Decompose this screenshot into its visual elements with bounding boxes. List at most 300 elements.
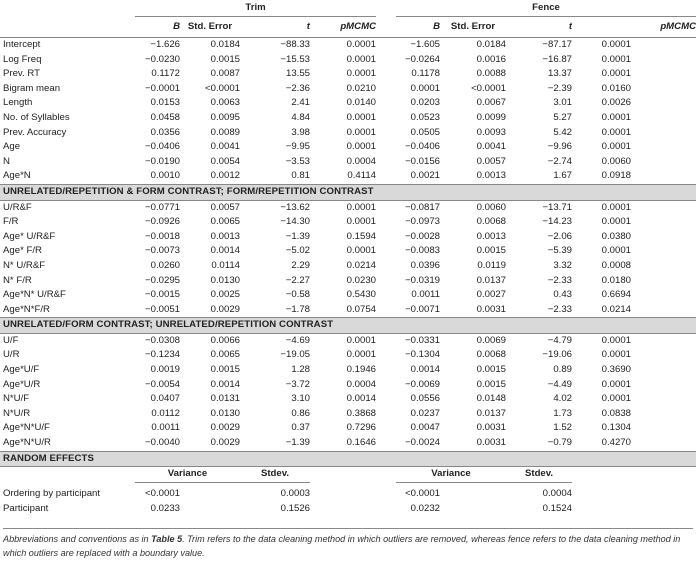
cell-p-trim: 0.0001 — [346, 349, 377, 361]
cell-p-fence: 0.0001 — [601, 349, 632, 361]
group-header-row — [0, 0, 696, 17]
section-heading: RANDOM EFFECTS — [0, 451, 696, 467]
cell-p-fence: 0.0001 — [601, 53, 632, 65]
row-label: Age* U/R&F — [3, 230, 56, 242]
cell-t-trim: 2.29 — [291, 259, 310, 271]
cell-b-fence: 0.0237 — [410, 407, 441, 419]
table-row — [0, 407, 696, 422]
cell-p-trim: 0.0001 — [346, 201, 377, 213]
cell-p-trim: 0.0001 — [346, 126, 377, 138]
section-1-body — [0, 200, 696, 318]
cell-se-fence: 0.0148 — [476, 393, 507, 405]
table-row — [0, 215, 696, 230]
cell-t-trim: −1.39 — [285, 437, 310, 449]
cell-b-trim: −0.0015 — [145, 289, 180, 301]
col-t-trim: t — [240, 17, 310, 38]
cell-p-fence: 0.0001 — [601, 216, 632, 228]
row-label: N*U/F — [3, 393, 30, 405]
cell-se-trim: 0.0063 — [210, 97, 240, 109]
group-trim-header: Trim — [135, 0, 376, 17]
row-label: Age*U/R — [3, 378, 41, 390]
cell-t-fence: −4.49 — [547, 378, 573, 390]
cell-p-fence: 0.0001 — [601, 201, 632, 213]
table-row — [0, 392, 696, 407]
cell-variance-trim: <0.0001 — [145, 488, 180, 500]
cell-b-fence: −0.0406 — [405, 141, 441, 153]
col-t-fence: t — [506, 17, 572, 38]
cell-p-fence: 0.0918 — [601, 170, 632, 182]
cell-b-fence: 0.0505 — [410, 126, 441, 138]
col-variance-fence: Variance — [396, 467, 506, 483]
table-row — [0, 436, 696, 451]
cell-t-fence: 1.73 — [553, 407, 573, 419]
cell-t-trim: −2.36 — [285, 82, 310, 94]
cell-se-trim: 0.0184 — [210, 39, 240, 50]
cell-p-trim: 0.0001 — [346, 141, 377, 153]
table-row — [0, 53, 696, 68]
table-row — [0, 111, 696, 126]
cell-t-trim: 3.10 — [291, 393, 310, 405]
col-p-fence: pMCMC — [572, 17, 696, 38]
cell-b-trim: 0.0260 — [150, 259, 180, 271]
table-row — [0, 303, 696, 318]
table-row — [0, 487, 696, 502]
group-fence-header: Fence — [396, 0, 696, 17]
cell-b-trim: 0.0112 — [151, 407, 180, 419]
row-label: Bigram mean — [3, 82, 61, 94]
cell-t-trim: −2.27 — [285, 274, 310, 286]
cell-b-trim: −0.0230 — [145, 53, 180, 65]
cell-t-trim: 0.86 — [291, 407, 310, 419]
cell-t-fence: −4.79 — [547, 334, 573, 346]
cell-p-fence: 0.0008 — [601, 259, 632, 271]
cell-se-fence: <0.0001 — [471, 82, 507, 94]
cell-p-trim: 0.0004 — [346, 378, 377, 390]
cell-t-fence: 0.43 — [553, 289, 573, 301]
cell-b-trim: −0.0040 — [145, 437, 180, 449]
row-label: U/R&F — [3, 201, 32, 213]
cell-variance-fence: 0.0232 — [410, 502, 441, 514]
cell-stdev-trim: 0.0003 — [280, 488, 310, 500]
cell-b-fence: −0.0264 — [405, 53, 441, 65]
col-variance-trim: Variance — [135, 467, 240, 483]
table-row — [0, 169, 696, 184]
table-row — [0, 363, 696, 378]
cell-se-trim: 0.0095 — [210, 111, 240, 123]
table-row — [0, 333, 696, 348]
row-label: Age* F/R — [3, 245, 42, 257]
row-label: N*U/R — [3, 407, 31, 419]
cell-p-trim: 0.0214 — [346, 259, 377, 271]
cell-t-trim: −88.33 — [280, 39, 310, 50]
cell-b-fence: −0.0331 — [405, 334, 441, 346]
cell-variance-trim: 0.0233 — [150, 502, 180, 514]
cell-se-fence: 0.0060 — [476, 201, 507, 213]
cell-se-trim: <0.0001 — [205, 82, 240, 94]
table-row — [0, 288, 696, 303]
cell-t-trim: −0.58 — [285, 289, 310, 301]
cell-se-fence: 0.0027 — [476, 289, 507, 301]
cell-variance-fence: <0.0001 — [405, 488, 441, 500]
cell-p-fence: 0.0001 — [601, 393, 632, 405]
col-b-trim: B — [135, 17, 180, 38]
cell-t-fence: −13.71 — [542, 201, 573, 213]
row-label: Prev. Accuracy — [3, 126, 67, 138]
table-row — [0, 230, 696, 245]
cell-p-trim: 0.0001 — [346, 216, 377, 228]
cell-se-fence: 0.0013 — [476, 230, 507, 242]
cell-b-fence: −0.0083 — [405, 245, 441, 257]
cell-t-trim: −9.95 — [285, 141, 310, 153]
cell-p-fence: 0.0001 — [601, 378, 632, 390]
cell-b-trim: −0.0406 — [145, 141, 180, 153]
cell-t-fence: −5.39 — [547, 245, 573, 257]
cell-t-fence: −19.06 — [542, 349, 573, 361]
cell-t-trim: −3.53 — [285, 155, 310, 167]
row-label: F/R — [3, 216, 19, 228]
col-se-fence: Std. Error — [440, 17, 506, 38]
cell-b-trim: −0.0771 — [145, 201, 180, 213]
cell-p-trim: 0.0001 — [346, 111, 377, 123]
cell-se-fence: 0.0057 — [476, 155, 507, 167]
cell-p-fence: 0.0380 — [601, 230, 632, 242]
cell-b-trim: 0.0011 — [151, 422, 180, 434]
row-label: Age*N* U/R&F — [3, 289, 66, 301]
cell-b-fence: 0.0021 — [410, 170, 441, 182]
col-stdev-fence: Stdev. — [506, 467, 572, 483]
col-p-trim: pMCMC — [310, 17, 376, 38]
cell-p-trim: 0.0001 — [346, 334, 377, 346]
cell-b-fence: −0.1304 — [405, 349, 441, 361]
cell-se-fence: 0.0068 — [476, 349, 507, 361]
cell-stdev-fence: 0.1524 — [542, 502, 573, 514]
cell-se-trim: 0.0066 — [210, 334, 240, 346]
cell-stdev-fence: 0.0004 — [542, 488, 573, 500]
cell-t-trim: −5.02 — [285, 245, 310, 257]
table-row — [0, 378, 696, 393]
cell-p-fence: 0.0001 — [601, 141, 632, 153]
cell-p-trim: 0.0001 — [346, 39, 377, 50]
cell-p-trim: 0.5430 — [346, 289, 377, 301]
row-label: N* F/R — [3, 274, 32, 286]
section-3 — [0, 451, 696, 487]
cell-p-trim: 0.1646 — [346, 437, 377, 449]
cell-t-fence: −14.23 — [542, 216, 573, 228]
cell-t-trim: 4.84 — [291, 111, 310, 123]
cell-se-trim: 0.0089 — [210, 126, 240, 138]
cell-se-fence: 0.0119 — [477, 259, 507, 271]
section-2-body — [0, 333, 696, 451]
cell-t-fence: −9.96 — [547, 141, 573, 153]
cell-t-fence: 3.01 — [553, 97, 573, 109]
cell-t-fence: −2.74 — [547, 155, 573, 167]
table-row — [0, 421, 696, 436]
cell-p-trim: 0.4114 — [347, 170, 377, 182]
cell-se-fence: 0.0041 — [476, 141, 507, 153]
cell-p-trim: 0.3868 — [346, 407, 377, 419]
row-label: Participant — [3, 502, 49, 514]
cell-p-fence: 0.0214 — [601, 303, 632, 315]
fixed-effects-body — [0, 38, 696, 185]
cell-b-trim: 0.1172 — [151, 68, 180, 80]
cell-se-trim: 0.0130 — [210, 407, 240, 419]
cell-p-fence: 0.4270 — [601, 437, 632, 449]
cell-b-fence: −0.0028 — [405, 230, 441, 242]
cell-p-trim: 0.1594 — [346, 230, 377, 242]
cell-b-trim: −0.0308 — [145, 334, 180, 346]
row-label: N — [3, 155, 10, 167]
row-label: Age — [3, 141, 21, 153]
cell-p-fence: 0.0026 — [601, 97, 632, 109]
cell-b-fence: 0.1178 — [411, 68, 441, 80]
cell-b-fence: −0.0071 — [405, 303, 441, 315]
cell-b-fence: −0.0319 — [405, 274, 441, 286]
table-row — [0, 259, 696, 274]
cell-b-trim: 0.0407 — [150, 393, 180, 405]
cell-se-fence: 0.0031 — [476, 303, 507, 315]
cell-t-fence: −16.87 — [542, 53, 573, 65]
cell-b-trim: −1.626 — [150, 39, 180, 50]
cell-se-fence: 0.0031 — [476, 422, 507, 434]
cell-se-fence: 0.0069 — [476, 334, 507, 346]
table-row — [0, 96, 696, 111]
cell-t-trim: −19.05 — [280, 349, 310, 361]
cell-se-fence: 0.0093 — [476, 126, 507, 138]
cell-se-trim: 0.0014 — [210, 245, 240, 257]
cell-b-fence: 0.0523 — [410, 111, 441, 123]
cell-b-fence: −0.0156 — [405, 155, 441, 167]
cell-t-fence: 3.32 — [553, 259, 573, 271]
cell-b-fence: 0.0011 — [411, 289, 441, 301]
row-label: U/F — [3, 334, 19, 346]
cell-p-trim: 0.1946 — [346, 364, 377, 376]
cell-b-fence: 0.0556 — [410, 393, 441, 405]
cell-t-trim: 2.41 — [291, 97, 310, 109]
col-stdev-trim: Stdev. — [240, 467, 310, 483]
cell-p-fence: 0.0160 — [601, 82, 632, 94]
cell-se-fence: 0.0088 — [476, 68, 507, 80]
random-effects-body — [0, 487, 696, 516]
table-footnote: Abbreviations and conventions as in Table 5. Trim refers to the data cleaning method in which outliers are removed, whereas fence refers to the data cleaning method in which outliers are replaced with a boundary value. — [3, 528, 693, 560]
section-heading: UNRELATED/FORM CONTRAST; UNRELATED/REPETITION CONTRAST — [0, 318, 696, 334]
cell-t-trim: −4.69 — [285, 334, 310, 346]
cell-t-fence: −0.79 — [547, 437, 573, 449]
cell-t-fence: 4.02 — [553, 393, 573, 405]
cell-t-fence: 13.37 — [548, 68, 573, 80]
row-label: Age*N*U/F — [3, 422, 50, 434]
cell-t-fence: −2.39 — [547, 82, 573, 94]
cell-se-trim: 0.0065 — [210, 216, 240, 228]
row-label: N* U/R&F — [3, 259, 46, 271]
row-label: No. of Syllables — [3, 111, 70, 123]
cell-se-trim: 0.0131 — [210, 393, 240, 405]
cell-t-trim: −15.53 — [280, 53, 310, 65]
col-b-fence: B — [396, 17, 440, 38]
table-row — [0, 200, 696, 215]
cell-se-trim: 0.0012 — [210, 170, 240, 182]
cell-b-trim: −0.0054 — [145, 378, 180, 390]
row-label: Age*N*U/R — [3, 437, 51, 449]
cell-se-trim: 0.0029 — [210, 303, 240, 315]
cell-t-fence: 0.89 — [553, 364, 573, 376]
cell-t-fence: 1.52 — [553, 422, 573, 434]
cell-t-trim: −14.30 — [280, 216, 310, 228]
table-row — [0, 274, 696, 289]
cell-b-fence: 0.0396 — [410, 259, 441, 271]
row-label: Intercept — [3, 39, 41, 50]
cell-b-fence: −0.0973 — [405, 216, 441, 228]
table-row — [0, 67, 696, 82]
cell-t-trim: −3.72 — [285, 378, 310, 390]
row-label: Log Freq — [3, 53, 42, 65]
cell-p-trim: 0.0210 — [346, 82, 377, 94]
cell-t-fence: 5.27 — [553, 111, 573, 123]
cell-b-fence: −0.0817 — [405, 201, 441, 213]
cell-t-trim: 0.81 — [291, 170, 310, 182]
cell-b-trim: 0.0153 — [150, 97, 180, 109]
cell-p-trim: 0.0001 — [346, 68, 377, 80]
cell-se-trim: 0.0054 — [210, 155, 240, 167]
cell-b-fence: 0.0014 — [410, 364, 441, 376]
row-label: Age*N — [3, 170, 31, 182]
row-label: Age*N*F/R — [3, 303, 50, 315]
cell-b-fence: −1.605 — [410, 39, 441, 50]
cell-b-trim: −0.0190 — [145, 155, 180, 167]
table-row — [0, 155, 696, 170]
cell-p-fence: 0.0001 — [601, 111, 632, 123]
cell-se-fence: 0.0184 — [476, 39, 507, 50]
row-label: Age*U/F — [3, 364, 40, 376]
cell-se-trim: 0.0015 — [210, 364, 240, 376]
column-header-row — [0, 17, 696, 38]
cell-se-fence: 0.0015 — [476, 245, 507, 257]
cell-p-trim: 0.0014 — [346, 393, 377, 405]
section-heading: UNRELATED/REPETITION & FORM CONTRAST; FORM/REPETITION CONTRAST — [0, 184, 696, 200]
cell-se-fence: 0.0015 — [476, 364, 507, 376]
cell-b-trim: 0.0010 — [150, 170, 180, 182]
cell-p-fence: 0.0001 — [601, 245, 632, 257]
cell-se-fence: 0.0031 — [476, 437, 507, 449]
cell-se-trim: 0.0065 — [210, 349, 240, 361]
cell-p-fence: 0.0060 — [601, 155, 632, 167]
cell-p-trim: 0.0754 — [346, 303, 377, 315]
cell-se-fence: 0.0137 — [476, 407, 507, 419]
cell-se-fence: 0.0016 — [476, 53, 507, 65]
cell-p-trim: 0.0004 — [346, 155, 377, 167]
cell-stdev-trim: 0.1526 — [280, 502, 310, 514]
cell-b-fence: 0.0203 — [410, 97, 441, 109]
cell-se-trim: 0.0114 — [211, 259, 240, 271]
table-row — [0, 140, 696, 155]
cell-t-fence: −87.17 — [542, 39, 573, 50]
table-row — [0, 82, 696, 97]
cell-b-trim: 0.0019 — [150, 364, 180, 376]
cell-se-fence: 0.0137 — [476, 274, 507, 286]
cell-t-fence: 1.67 — [553, 170, 573, 182]
cell-b-trim: −0.1234 — [145, 349, 180, 361]
cell-p-trim: 0.0001 — [346, 53, 377, 65]
col-se-trim: Std. Error — [180, 17, 240, 38]
cell-t-trim: 1.28 — [291, 364, 310, 376]
cell-t-fence: −2.33 — [547, 274, 573, 286]
cell-se-trim: 0.0041 — [210, 141, 240, 153]
cell-b-fence: 0.0001 — [410, 82, 441, 94]
cell-se-trim: 0.0130 — [210, 274, 240, 286]
cell-b-fence: −0.0069 — [405, 378, 441, 390]
cell-se-trim: 0.0013 — [210, 230, 240, 242]
cell-p-fence: 0.3690 — [601, 364, 632, 376]
cell-se-trim: 0.0029 — [210, 437, 240, 449]
row-label: Prev. RT — [3, 68, 40, 80]
cell-p-fence: 0.0001 — [601, 68, 632, 80]
cell-se-trim: 0.0057 — [210, 201, 240, 213]
cell-se-fence: 0.0013 — [476, 170, 507, 182]
cell-p-trim: 0.0001 — [346, 245, 377, 257]
cell-p-trim: 0.7296 — [346, 422, 377, 434]
cell-b-trim: −0.0018 — [145, 230, 180, 242]
cell-p-fence: 0.0180 — [601, 274, 632, 286]
cell-se-fence: 0.0099 — [476, 111, 507, 123]
cell-se-trim: 0.0014 — [210, 378, 240, 390]
row-label: Length — [3, 97, 33, 109]
cell-b-fence: −0.0024 — [405, 437, 441, 449]
table-ref-link[interactable]: Table 5 — [151, 534, 183, 544]
cell-p-trim: 0.0230 — [346, 274, 377, 286]
cell-p-fence: 0.0001 — [601, 126, 632, 138]
table-row — [0, 38, 696, 53]
row-label: U/R — [3, 349, 20, 361]
table-row — [0, 244, 696, 259]
cell-b-trim: −0.0001 — [145, 82, 180, 94]
cell-b-trim: −0.0926 — [145, 216, 180, 228]
section-1 — [0, 184, 696, 200]
cell-se-trim: 0.0029 — [210, 422, 240, 434]
cell-se-trim: 0.0087 — [210, 68, 240, 80]
cell-b-fence: 0.0047 — [410, 422, 441, 434]
cell-p-fence: 0.1304 — [601, 422, 632, 434]
cell-b-trim: −0.0051 — [145, 303, 180, 315]
cell-t-trim: −13.62 — [280, 201, 310, 213]
cell-b-trim: −0.0073 — [145, 245, 180, 257]
cell-se-fence: 0.0068 — [476, 216, 507, 228]
cell-t-fence: −2.33 — [547, 303, 573, 315]
cell-t-trim: −1.39 — [285, 230, 310, 242]
cell-se-fence: 0.0067 — [476, 97, 507, 109]
random-header-row — [0, 467, 696, 483]
section-2 — [0, 318, 696, 334]
cell-p-fence: 0.0838 — [601, 407, 632, 419]
cell-p-fence: 0.0001 — [601, 334, 632, 346]
cell-se-trim: 0.0025 — [210, 289, 240, 301]
cell-t-fence: −2.06 — [547, 230, 573, 242]
cell-t-trim: 13.55 — [285, 68, 310, 80]
cell-t-fence: 5.42 — [553, 126, 573, 138]
table-row — [0, 502, 696, 517]
cell-t-trim: 3.98 — [291, 126, 310, 138]
cell-t-trim: 0.37 — [291, 422, 310, 434]
cell-se-trim: 0.0015 — [210, 53, 240, 65]
row-label: Ordering by participant — [3, 488, 101, 500]
table-row — [0, 348, 696, 363]
cell-se-fence: 0.0015 — [476, 378, 507, 390]
cell-b-trim: 0.0458 — [150, 111, 180, 123]
cell-b-trim: 0.0356 — [150, 126, 180, 138]
cell-p-fence: 0.0001 — [601, 39, 632, 50]
cell-t-trim: −1.78 — [285, 303, 310, 315]
cell-p-fence: 0.6694 — [601, 289, 632, 301]
table-row — [0, 126, 696, 141]
cell-p-trim: 0.0140 — [346, 97, 377, 109]
